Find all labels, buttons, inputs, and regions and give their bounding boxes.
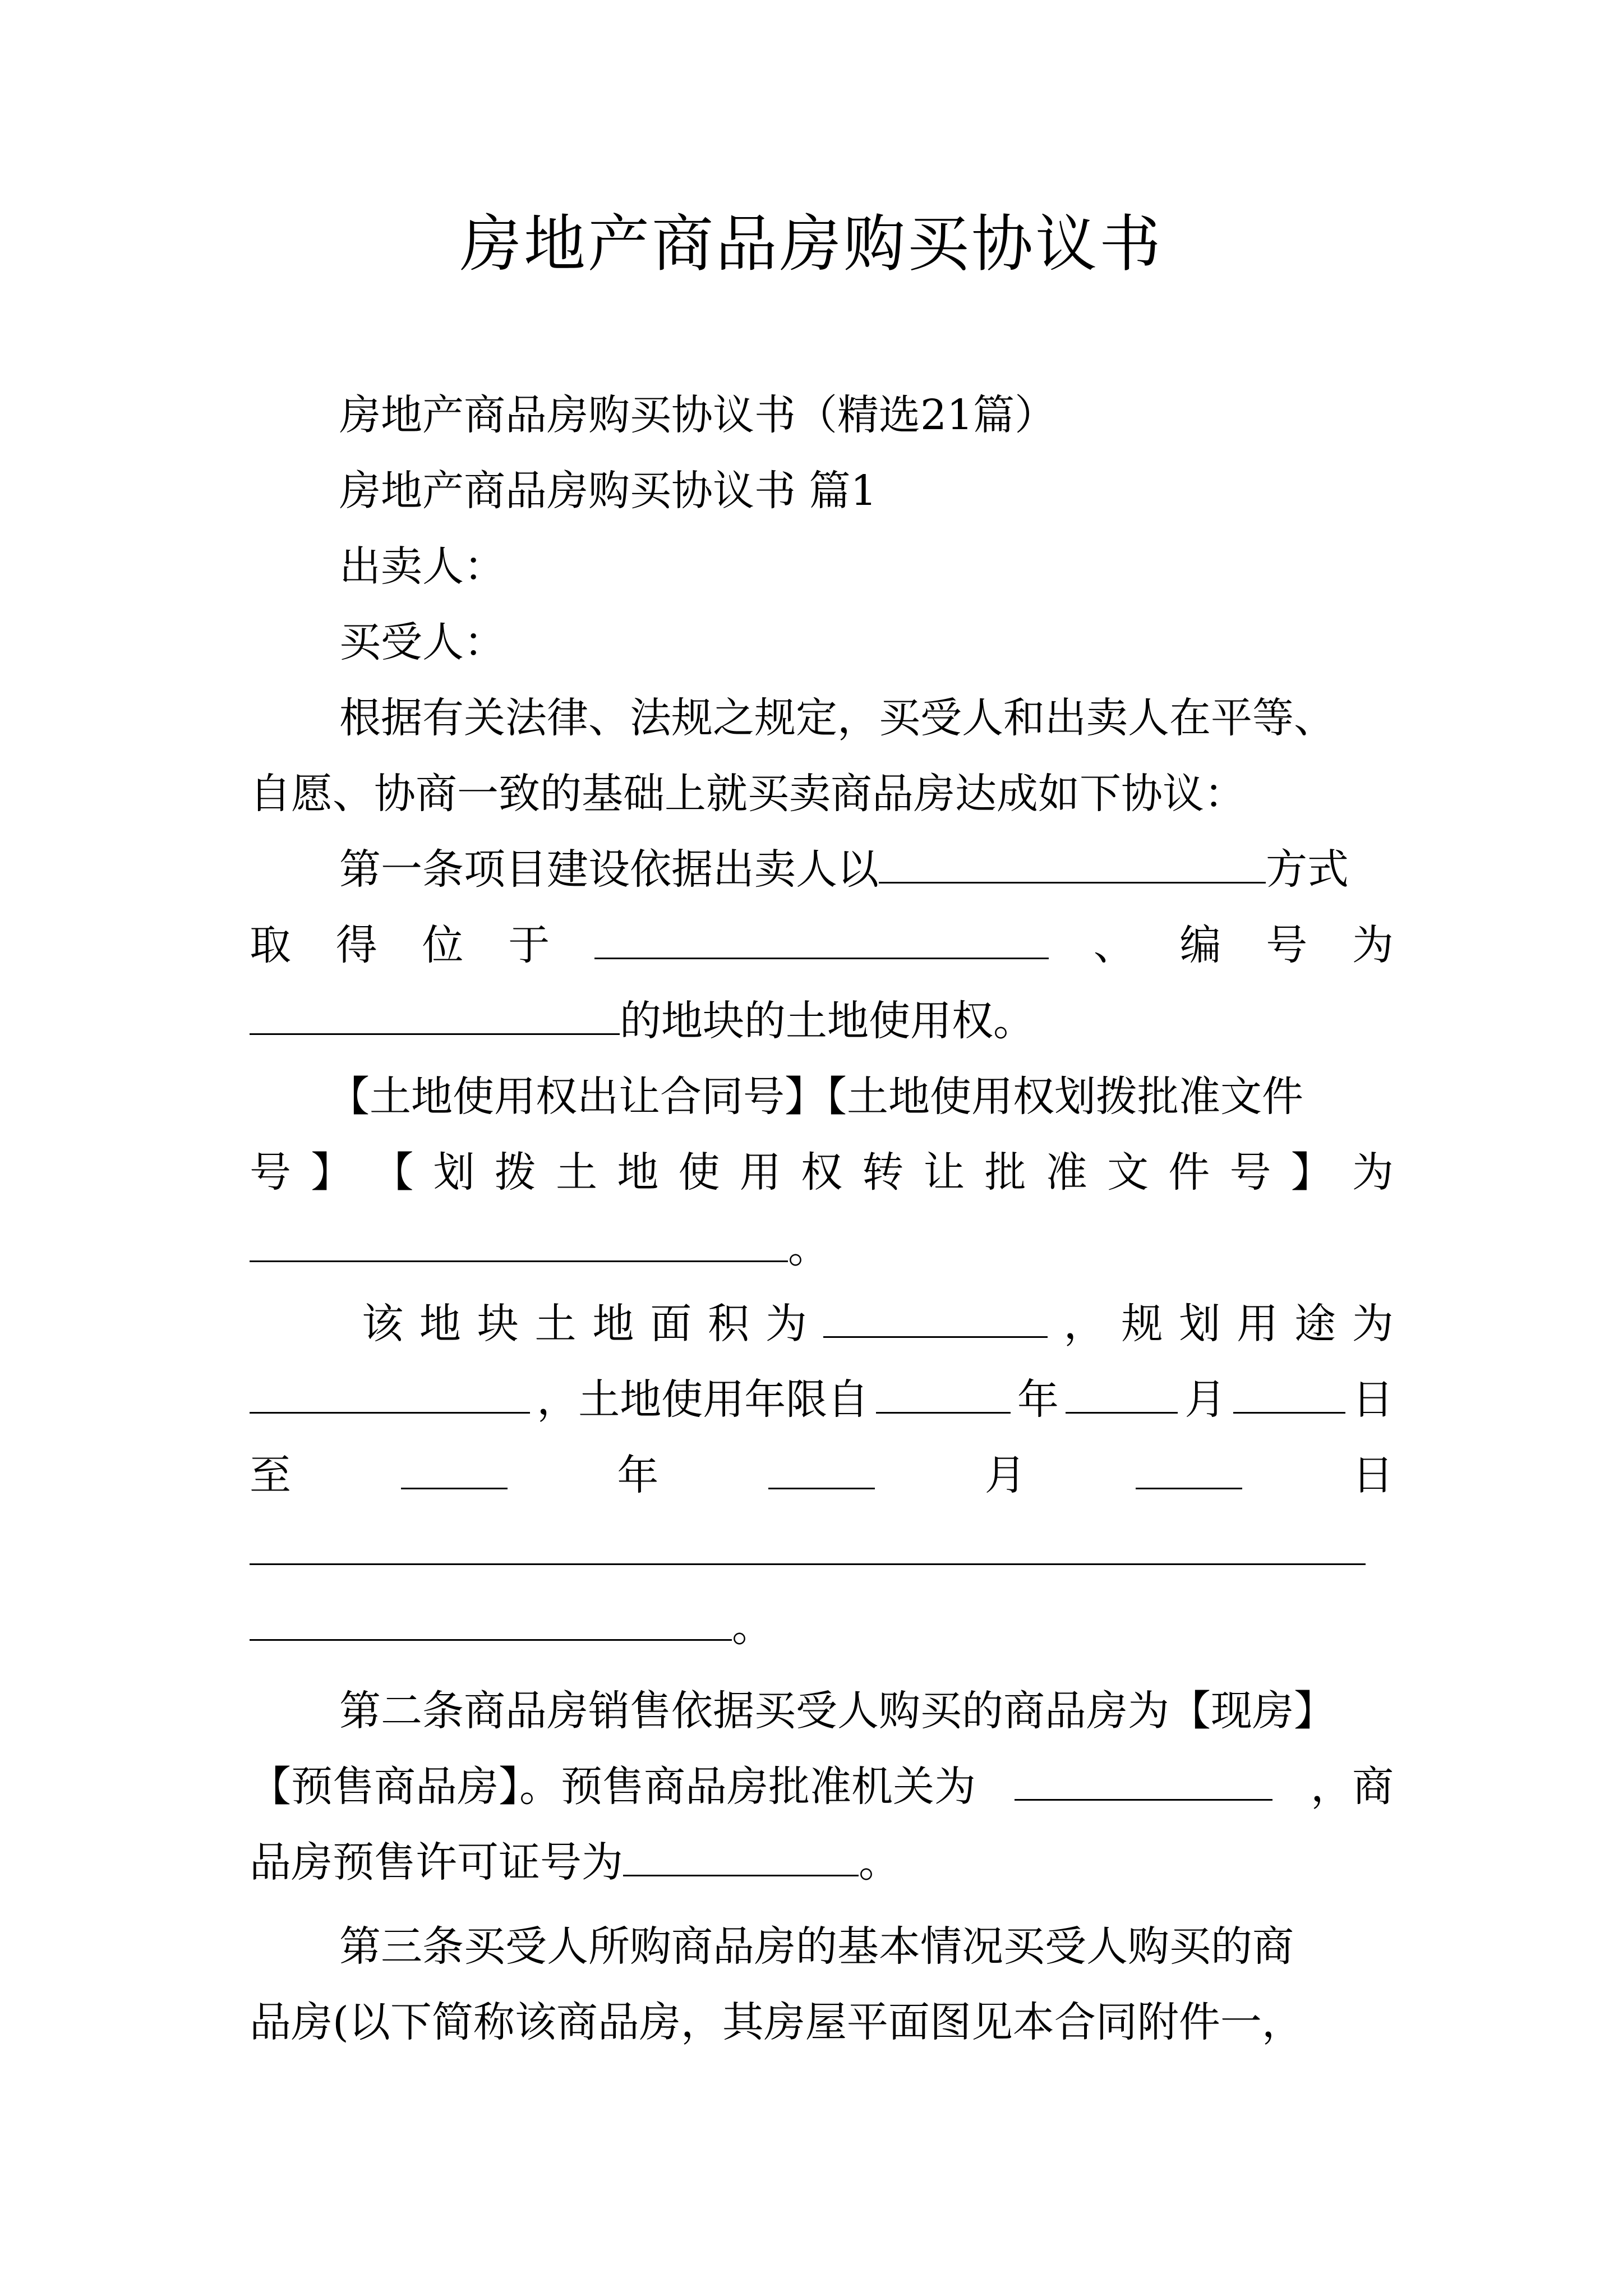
- char: 文: [1107, 1148, 1149, 1197]
- blank-field: [823, 1297, 1048, 1338]
- char: 划: [1179, 1300, 1221, 1348]
- presale-tail: ，商: [1311, 1763, 1394, 1811]
- char: 件: [1168, 1148, 1210, 1197]
- char: 号: [250, 1148, 291, 1197]
- blank-field: [1233, 1373, 1345, 1414]
- char: 规: [1121, 1300, 1163, 1348]
- char: 于: [508, 921, 550, 969]
- char: 年: [1017, 1375, 1059, 1424]
- article-1-line: [250, 841, 1394, 898]
- char: 面: [650, 1300, 692, 1348]
- char: 块: [477, 1300, 519, 1348]
- paragraph-line: 根据有关法律、法规之规定，买受人和出卖人在平等、: [339, 694, 1335, 742]
- char: 地: [419, 1300, 461, 1348]
- blank-field: [876, 1373, 1011, 1414]
- char: 为: [1352, 1300, 1394, 1348]
- char: 为: [1352, 1148, 1394, 1197]
- char: 积: [708, 1300, 750, 1348]
- char: 土: [534, 1300, 577, 1348]
- char: 年: [617, 1451, 659, 1499]
- section-heading: 房地产商品房购买协议书 篇1: [339, 467, 877, 515]
- license-text: 品房预售许可证号为: [250, 1838, 623, 1887]
- char: 土: [556, 1148, 598, 1197]
- char: 至: [250, 1451, 291, 1499]
- paragraph-line: [250, 1220, 1394, 1276]
- char: 日: [1352, 1375, 1394, 1424]
- buyer-label: 买受人：: [339, 618, 505, 666]
- period: 。: [859, 1838, 900, 1887]
- char: 位: [422, 921, 464, 969]
- blank-line: [250, 1523, 1394, 1579]
- land-area-line: [250, 1296, 1394, 1352]
- char: 【: [372, 1148, 414, 1197]
- blank-field: [250, 1524, 1366, 1565]
- document-title: 房地产商品房购买协议书: [460, 208, 1163, 280]
- paragraph-line: [250, 1144, 1394, 1200]
- char: 让: [923, 1148, 965, 1197]
- char: 编: [1179, 921, 1221, 969]
- char: 为: [765, 1300, 807, 1348]
- land-use-text: 的地块的土地使用权。: [620, 997, 1035, 1045]
- article-3-line: 第三条买受人所购商品房的基本情况买受人购买的商: [339, 1922, 1294, 1971]
- term-text: ，土地使用年限自: [537, 1375, 869, 1424]
- article-3-line: 品房(以下简称该商品房，其房屋平面图见本合同附件一，: [250, 1998, 1303, 2046]
- period: 。: [732, 1603, 773, 1651]
- article-1-line: [250, 917, 1394, 973]
- char: 】: [311, 1148, 353, 1197]
- char: ，: [1063, 1300, 1105, 1348]
- blank-field: [768, 1448, 875, 1489]
- char: 日: [1352, 1451, 1394, 1499]
- paragraph-line: 自愿、协商一致的基础上就买卖商品房达成如下协议：: [250, 770, 1246, 818]
- char: 转: [862, 1148, 904, 1197]
- article-2-line: [250, 1834, 1394, 1890]
- char: 划: [433, 1148, 475, 1197]
- char: 、: [1093, 921, 1135, 969]
- char: 月: [984, 1451, 1026, 1499]
- seller-label: 出卖人：: [339, 542, 505, 591]
- char: 为: [1352, 921, 1394, 969]
- blank-field: [623, 1835, 859, 1876]
- blank-field: [594, 918, 1049, 959]
- char: 权: [800, 1148, 842, 1197]
- paragraph-line: 【土地使用权出让合同号】【土地使用权划拨批准文件: [328, 1073, 1303, 1121]
- blank-field: [250, 1600, 732, 1641]
- land-term-line: [250, 1372, 1394, 1428]
- article-1-method: 方式: [1266, 845, 1349, 894]
- char: 批: [984, 1148, 1026, 1197]
- article-1-text: 第一条项目建设依据出卖人以: [339, 845, 879, 894]
- char: 拨: [494, 1148, 536, 1197]
- period: 。: [788, 1224, 829, 1272]
- article-1-line: [250, 993, 1394, 1049]
- blank-field: [401, 1448, 508, 1489]
- blank-line: [250, 1599, 1394, 1655]
- char: 月: [1184, 1375, 1227, 1424]
- char: 号: [1266, 921, 1308, 969]
- char: 该: [362, 1300, 403, 1348]
- char: 】: [1290, 1148, 1332, 1197]
- char: 用: [739, 1148, 781, 1197]
- char: 号: [1229, 1148, 1271, 1197]
- char: 使: [678, 1148, 720, 1197]
- char: 途: [1294, 1300, 1336, 1348]
- blank-field: [1136, 1448, 1242, 1489]
- char: 用: [1237, 1300, 1279, 1348]
- blank-field: [879, 843, 1266, 884]
- article-2-line: 第二条商品房销售依据买受人购买的商品房为【现房】: [339, 1687, 1335, 1735]
- presale-text: 【预售商品房】。预售商品房批准机关为: [250, 1763, 976, 1811]
- blank-field: [1015, 1760, 1272, 1801]
- blank-field: [1066, 1373, 1178, 1414]
- article-2-line: [250, 1759, 1394, 1815]
- blank-field: [250, 1373, 530, 1414]
- land-term-line: [250, 1447, 1394, 1503]
- blank-field: [250, 994, 620, 1035]
- char: 地: [617, 1148, 659, 1197]
- char: 得: [335, 921, 377, 969]
- char: 取: [250, 921, 291, 969]
- blank-field: [250, 1221, 788, 1262]
- char: 准: [1045, 1148, 1087, 1197]
- char: 地: [592, 1300, 634, 1348]
- subtitle-line: 房地产商品房购买协议书（精选21篇）: [339, 391, 1057, 439]
